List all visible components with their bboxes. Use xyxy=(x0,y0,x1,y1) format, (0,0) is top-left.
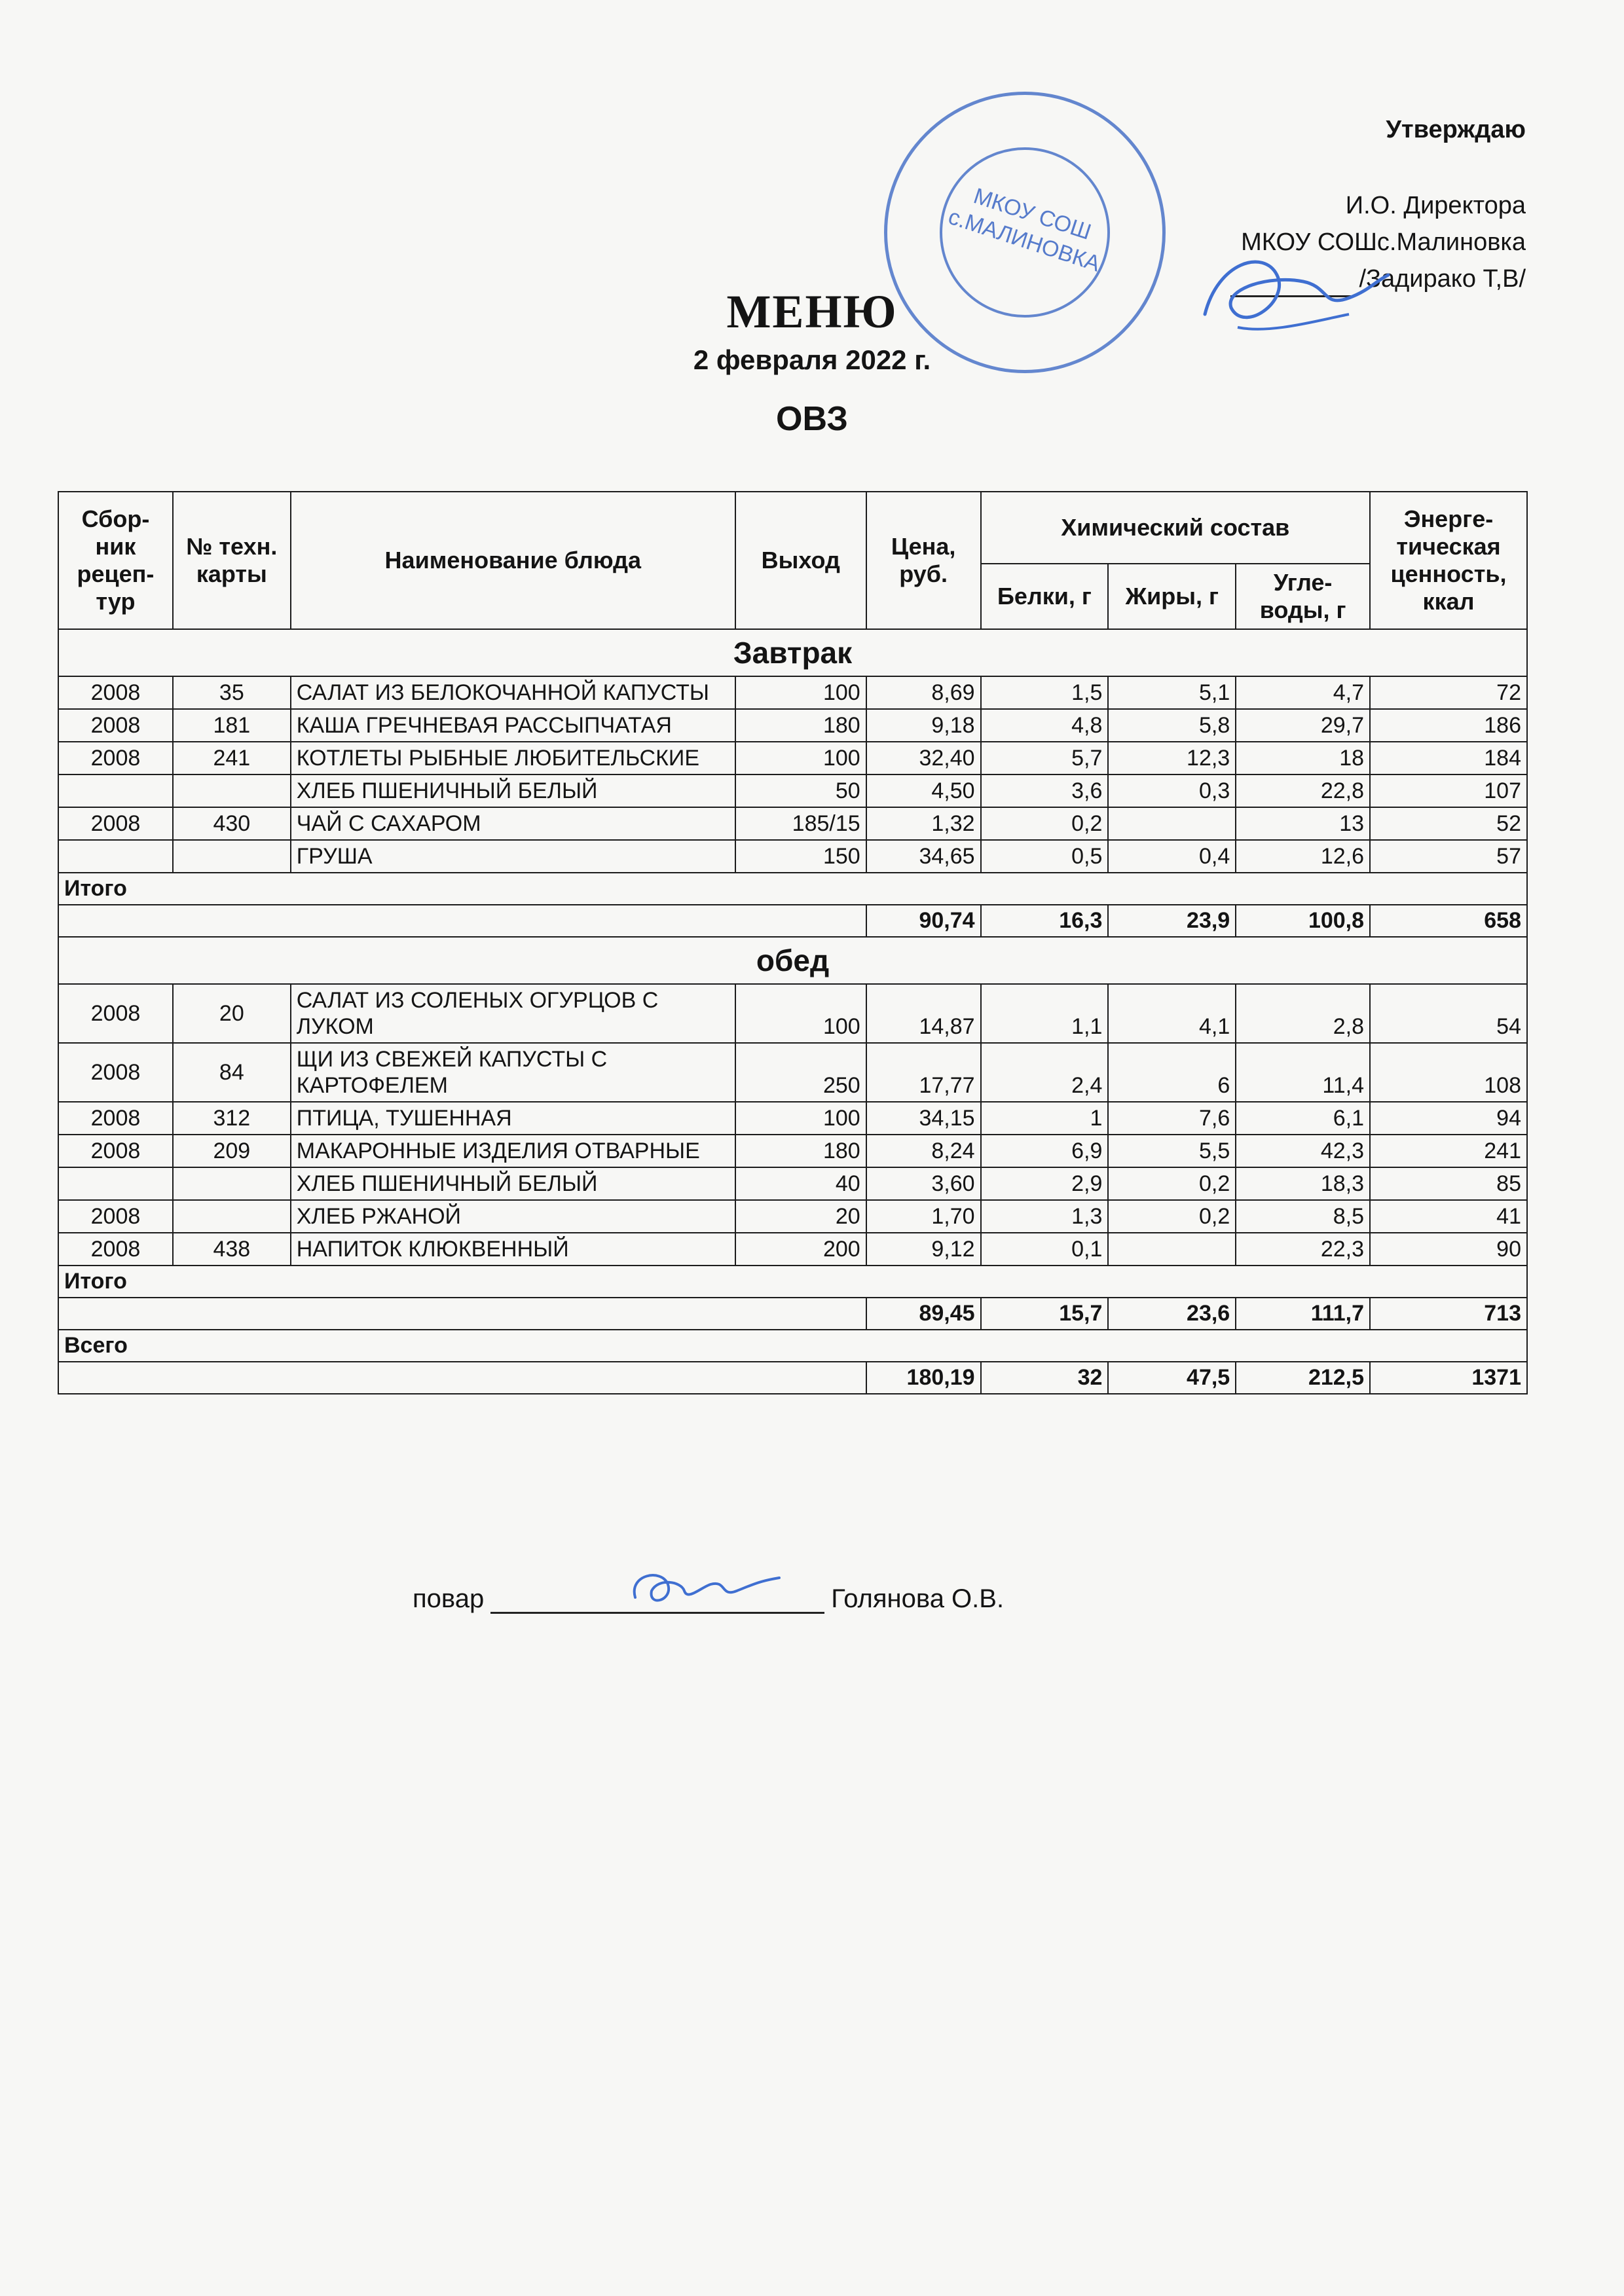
card-cell xyxy=(173,774,291,807)
card-cell: 35 xyxy=(173,676,291,709)
header-price: Цена, руб. xyxy=(866,492,981,629)
grand-carbs: 212,5 xyxy=(1236,1362,1370,1394)
price-cell: 1,32 xyxy=(866,807,981,840)
header-carbs: Угле-воды, г xyxy=(1236,564,1370,629)
header-protein: Белки, г xyxy=(981,564,1109,629)
menu-row xyxy=(58,1135,1527,1167)
protein-cell: 5,7 xyxy=(981,742,1109,774)
lunch-total-label-row xyxy=(58,1266,1527,1298)
grand-price: 180,19 xyxy=(866,1362,981,1394)
cook-signature-block xyxy=(413,1584,1004,1614)
menu-row xyxy=(58,742,1527,774)
grand-total-label-row xyxy=(58,1330,1527,1362)
energy-cell: 52 xyxy=(1370,807,1527,840)
price-cell: 34,65 xyxy=(866,840,981,873)
total-carbs: 100,8 xyxy=(1236,905,1370,937)
energy-cell: 85 xyxy=(1370,1167,1527,1200)
collection-cell: 2008 xyxy=(58,742,173,774)
protein-cell: 6,9 xyxy=(981,1135,1109,1167)
menu-row xyxy=(58,1102,1527,1135)
cook-name: Голянова О.В. xyxy=(831,1584,1005,1613)
fat-cell xyxy=(1108,807,1236,840)
breakfast-total-label: Итого xyxy=(58,873,1527,905)
price-cell: 34,15 xyxy=(866,1102,981,1135)
output-cell: 250 xyxy=(735,1043,866,1102)
collection-cell xyxy=(58,840,173,873)
total-protein: 16,3 xyxy=(981,905,1109,937)
total-price: 89,45 xyxy=(866,1298,981,1330)
fat-cell: 0,4 xyxy=(1108,840,1236,873)
protein-cell: 4,8 xyxy=(981,709,1109,742)
output-cell: 100 xyxy=(735,1102,866,1135)
menu-row xyxy=(58,1233,1527,1266)
price-cell: 8,24 xyxy=(866,1135,981,1167)
grand-protein: 32 xyxy=(981,1362,1109,1394)
output-cell: 185/15 xyxy=(735,807,866,840)
dish-name-cell: НАПИТОК КЛЮКВЕННЫЙ xyxy=(291,1233,735,1266)
menu-row xyxy=(58,840,1527,873)
collection-cell: 2008 xyxy=(58,984,173,1043)
output-cell: 150 xyxy=(735,840,866,873)
dish-name-cell: МАКАРОННЫЕ ИЗДЕЛИЯ ОТВАРНЫЕ xyxy=(291,1135,735,1167)
energy-cell: 54 xyxy=(1370,984,1527,1043)
card-cell: 84 xyxy=(173,1043,291,1102)
protein-cell: 2,4 xyxy=(981,1043,1109,1102)
breakfast-total-row xyxy=(58,905,1527,937)
menu-group: ОВЗ xyxy=(776,400,848,438)
energy-cell: 184 xyxy=(1370,742,1527,774)
collection-cell: 2008 xyxy=(58,1043,173,1102)
fat-cell: 7,6 xyxy=(1108,1102,1236,1135)
collection-cell xyxy=(58,1167,173,1200)
approval-organization: МКОУ СОШс.Малиновка xyxy=(1241,228,1526,256)
menu-row xyxy=(58,807,1527,840)
lunch-total-label: Итого xyxy=(58,1266,1527,1298)
menu-row xyxy=(58,774,1527,807)
protein-cell: 0,1 xyxy=(981,1233,1109,1266)
energy-cell: 72 xyxy=(1370,676,1527,709)
cook-signature-line xyxy=(490,1590,824,1614)
dish-name-cell: КОТЛЕТЫ РЫБНЫЕ ЛЮБИТЕЛЬСКИЕ xyxy=(291,742,735,774)
energy-cell: 107 xyxy=(1370,774,1527,807)
protein-cell: 3,6 xyxy=(981,774,1109,807)
lunch-rows xyxy=(58,984,1527,1266)
fat-cell: 0,2 xyxy=(1108,1200,1236,1233)
total-fat: 23,6 xyxy=(1108,1298,1236,1330)
breakfast-rows xyxy=(58,676,1527,873)
fat-cell: 5,1 xyxy=(1108,676,1236,709)
carbs-cell: 22,3 xyxy=(1236,1233,1370,1266)
price-cell: 17,77 xyxy=(866,1043,981,1102)
total-energy: 658 xyxy=(1370,905,1527,937)
output-cell: 100 xyxy=(735,742,866,774)
grand-total-label: Всего xyxy=(58,1330,1527,1362)
collection-cell: 2008 xyxy=(58,1102,173,1135)
carbs-cell: 29,7 xyxy=(1236,709,1370,742)
energy-cell: 186 xyxy=(1370,709,1527,742)
carbs-cell: 42,3 xyxy=(1236,1135,1370,1167)
section-breakfast: Завтрак xyxy=(58,629,1527,676)
dish-name-cell: КАША ГРЕЧНЕВАЯ РАССЫПЧАТАЯ xyxy=(291,709,735,742)
header-dish: Наименование блюда xyxy=(291,492,735,629)
carbs-cell: 2,8 xyxy=(1236,984,1370,1043)
fat-cell: 0,2 xyxy=(1108,1167,1236,1200)
output-cell: 100 xyxy=(735,984,866,1043)
menu-row xyxy=(58,1043,1527,1102)
menu-row xyxy=(58,984,1527,1043)
price-cell: 4,50 xyxy=(866,774,981,807)
output-cell: 100 xyxy=(735,676,866,709)
protein-cell: 0,2 xyxy=(981,807,1109,840)
protein-cell: 1,3 xyxy=(981,1200,1109,1233)
approval-position: И.О. Директора xyxy=(1345,192,1526,219)
carbs-cell: 4,7 xyxy=(1236,676,1370,709)
approval-block xyxy=(1067,111,1526,297)
approval-heading: Утверждаю xyxy=(1386,116,1526,143)
cook-label: повар xyxy=(413,1584,485,1613)
dish-name-cell: САЛАТ ИЗ СОЛЕНЫХ ОГУРЦОВ С ЛУКОМ xyxy=(291,984,735,1043)
output-cell: 200 xyxy=(735,1233,866,1266)
dish-name-cell: ПТИЦА, ТУШЕННАЯ xyxy=(291,1102,735,1135)
energy-cell: 94 xyxy=(1370,1102,1527,1135)
menu-row xyxy=(58,676,1527,709)
header-chem: Химический состав xyxy=(981,492,1371,564)
header-fat: Жиры, г xyxy=(1108,564,1236,629)
fat-cell: 4,1 xyxy=(1108,984,1236,1043)
dish-name-cell: ГРУША xyxy=(291,840,735,873)
menu-table xyxy=(58,491,1528,1394)
fat-cell xyxy=(1108,1233,1236,1266)
total-fat: 23,9 xyxy=(1108,905,1236,937)
menu-row xyxy=(58,709,1527,742)
carbs-cell: 6,1 xyxy=(1236,1102,1370,1135)
page-title: МЕНЮ xyxy=(726,285,898,338)
energy-cell: 41 xyxy=(1370,1200,1527,1233)
header-collection: Сбор-ник рецеп-тур xyxy=(58,492,173,629)
breakfast-total-label-row xyxy=(58,873,1527,905)
carbs-cell: 18,3 xyxy=(1236,1167,1370,1200)
output-cell: 180 xyxy=(735,1135,866,1167)
price-cell: 9,12 xyxy=(866,1233,981,1266)
total-protein: 15,7 xyxy=(981,1298,1109,1330)
total-carbs: 111,7 xyxy=(1236,1298,1370,1330)
menu-date: 2 февраля 2022 г. xyxy=(693,344,931,375)
dish-name-cell: ЩИ ИЗ СВЕЖЕЙ КАПУСТЫ С КАРТОФЕЛЕМ xyxy=(291,1043,735,1102)
protein-cell: 1,1 xyxy=(981,984,1109,1043)
lunch-total-row xyxy=(58,1298,1527,1330)
collection-cell: 2008 xyxy=(58,709,173,742)
price-cell: 14,87 xyxy=(866,984,981,1043)
total-energy: 713 xyxy=(1370,1298,1527,1330)
dish-name-cell: ЧАЙ С САХАРОМ xyxy=(291,807,735,840)
fat-cell: 5,8 xyxy=(1108,709,1236,742)
price-cell: 3,60 xyxy=(866,1167,981,1200)
grand-total-row xyxy=(58,1362,1527,1394)
fat-cell: 6 xyxy=(1108,1043,1236,1102)
energy-cell: 241 xyxy=(1370,1135,1527,1167)
output-cell: 180 xyxy=(735,709,866,742)
header-card: № техн. карты xyxy=(173,492,291,629)
card-cell: 312 xyxy=(173,1102,291,1135)
dish-name-cell: ХЛЕБ РЖАНОЙ xyxy=(291,1200,735,1233)
collection-cell: 2008 xyxy=(58,1200,173,1233)
protein-cell: 1 xyxy=(981,1102,1109,1135)
output-cell: 20 xyxy=(735,1200,866,1233)
menu-row xyxy=(58,1200,1527,1233)
grand-fat: 47,5 xyxy=(1108,1362,1236,1394)
carbs-cell: 11,4 xyxy=(1236,1043,1370,1102)
energy-cell: 57 xyxy=(1370,840,1527,873)
output-cell: 50 xyxy=(735,774,866,807)
collection-cell: 2008 xyxy=(58,1135,173,1167)
card-cell: 181 xyxy=(173,709,291,742)
dish-name-cell: ХЛЕБ ПШЕНИЧНЫЙ БЕЛЫЙ xyxy=(291,1167,735,1200)
card-cell xyxy=(173,1200,291,1233)
price-cell: 9,18 xyxy=(866,709,981,742)
collection-cell: 2008 xyxy=(58,676,173,709)
grand-energy: 1371 xyxy=(1370,1362,1527,1394)
price-cell: 32,40 xyxy=(866,742,981,774)
fat-cell: 12,3 xyxy=(1108,742,1236,774)
dish-name-cell: САЛАТ ИЗ БЕЛОКОЧАННОЙ КАПУСТЫ xyxy=(291,676,735,709)
energy-cell: 90 xyxy=(1370,1233,1527,1266)
card-cell xyxy=(173,840,291,873)
collection-cell xyxy=(58,774,173,807)
collection-cell: 2008 xyxy=(58,1233,173,1266)
protein-cell: 1,5 xyxy=(981,676,1109,709)
carbs-cell: 12,6 xyxy=(1236,840,1370,873)
menu-row xyxy=(58,1167,1527,1200)
carbs-cell: 8,5 xyxy=(1236,1200,1370,1233)
output-cell: 40 xyxy=(735,1167,866,1200)
fat-cell: 0,3 xyxy=(1108,774,1236,807)
card-cell: 209 xyxy=(173,1135,291,1167)
total-price: 90,74 xyxy=(866,905,981,937)
carbs-cell: 18 xyxy=(1236,742,1370,774)
card-cell: 430 xyxy=(173,807,291,840)
carbs-cell: 13 xyxy=(1236,807,1370,840)
stamp-text: МКОУ СОШ с.МАЛИНОВКА xyxy=(945,183,1103,277)
title-block xyxy=(0,285,1624,439)
section-lunch: обед xyxy=(58,937,1527,984)
card-cell: 20 xyxy=(173,984,291,1043)
carbs-cell: 22,8 xyxy=(1236,774,1370,807)
protein-cell: 0,5 xyxy=(981,840,1109,873)
energy-cell: 108 xyxy=(1370,1043,1527,1102)
approval-name: /Задирако Т,В/ xyxy=(1359,265,1526,293)
dish-name-cell: ХЛЕБ ПШЕНИЧНЫЙ БЕЛЫЙ xyxy=(291,774,735,807)
card-cell: 241 xyxy=(173,742,291,774)
card-cell: 438 xyxy=(173,1233,291,1266)
header-output: Выход xyxy=(735,492,866,629)
price-cell: 1,70 xyxy=(866,1200,981,1233)
protein-cell: 2,9 xyxy=(981,1167,1109,1200)
fat-cell: 5,5 xyxy=(1108,1135,1236,1167)
card-cell xyxy=(173,1167,291,1200)
price-cell: 8,69 xyxy=(866,676,981,709)
collection-cell: 2008 xyxy=(58,807,173,840)
header-energy: Энерге-тическая ценность, ккал xyxy=(1370,492,1527,629)
